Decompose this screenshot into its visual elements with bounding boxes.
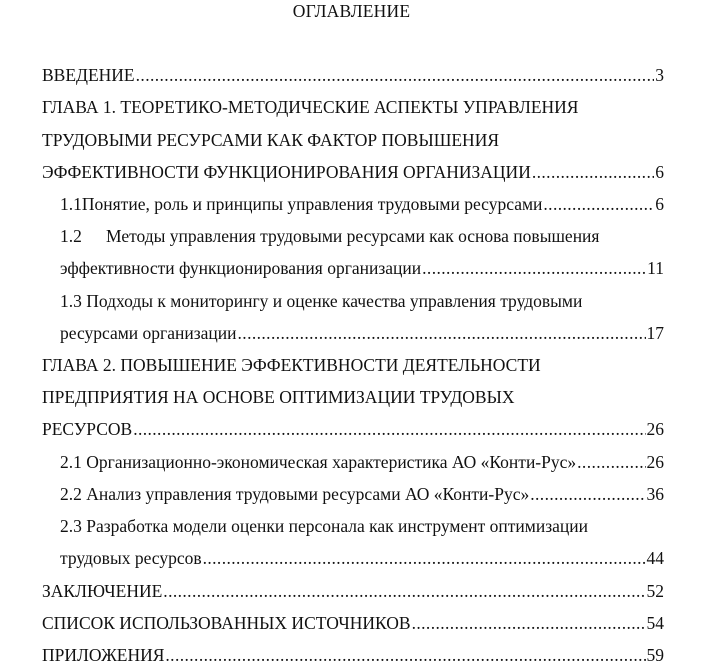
toc-entry-section-1-1[interactable]: [60, 193, 664, 215]
toc-page-number: 52: [646, 581, 664, 601]
toc-page-number: 36: [646, 484, 664, 504]
toc-entry-section-1-3-line1[interactable]: [60, 290, 672, 312]
toc-entry-chapter2-line3[interactable]: [42, 418, 664, 440]
leader-dots: [543, 193, 654, 215]
toc-entry-section-1-2-line1[interactable]: [60, 225, 672, 247]
leader-dots: [532, 161, 654, 183]
toc-page-number: 11: [647, 258, 664, 278]
leader-dots: [422, 257, 646, 279]
toc-entry-section-2-3-line2[interactable]: [60, 547, 664, 569]
leader-dots: [165, 644, 645, 666]
toc-entry-text: ВВЕДЕНИЕ: [42, 65, 135, 85]
section-number: 1.1: [60, 194, 82, 214]
toc-entry-text: ГЛАВА 2. ПОВЫШЕНИЕ ЭФФЕКТИВНОСТИ ДЕЯТЕЛЬНОСТИ: [42, 355, 541, 375]
toc-entry-text: ПРЕДПРИЯТИЯ НА ОСНОВЕ ОПТИМИЗАЦИИ ТРУДОВЫХ: [42, 387, 515, 407]
leader-dots: [136, 64, 655, 86]
toc-entry-text: Методы управления трудовыми ресурсами как основа повышения: [106, 226, 600, 246]
toc-entry-text: ресурсами организации: [60, 323, 237, 343]
toc-entry-text: СПИСОК ИСПОЛЬЗОВАННЫХ ИСТОЧНИКОВ: [42, 613, 411, 633]
toc-entry-sources[interactable]: [42, 612, 664, 634]
toc-entry-section-2-3-line1[interactable]: [60, 515, 672, 537]
toc-page-number: 59: [646, 645, 664, 665]
section-number: 1.2: [60, 226, 82, 246]
toc-entry-chapter2-line1[interactable]: [42, 354, 672, 376]
leader-dots: [133, 418, 645, 440]
toc-page-number: 26: [646, 419, 664, 439]
toc-entry-text: эффективности функционирования организации: [60, 258, 422, 278]
leader-dots: [412, 612, 646, 634]
toc-entry-text: ПРИЛОЖЕНИЯ: [42, 645, 165, 665]
toc-entry-intro[interactable]: [42, 64, 664, 86]
toc-page-number: 17: [646, 323, 664, 343]
toc-entry-text: Понятие, роль и принципы управления трудовыми ресурсами: [81, 194, 543, 214]
toc-entry-text: 2.1 Организационно-экономическая характеристика АО «Конти-Рус»: [60, 452, 577, 472]
toc-page-number: 3: [655, 65, 664, 85]
toc-page-number: 44: [646, 548, 664, 568]
toc-entry-chapter1-line1[interactable]: [42, 96, 672, 118]
leader-dots: [577, 451, 645, 473]
toc-entry-text: 1.3 Подходы к мониторингу и оценке качества управления трудовыми: [60, 291, 583, 311]
toc-entry-section-2-1[interactable]: [60, 451, 664, 473]
toc-entry-section-2-2[interactable]: [60, 483, 664, 505]
toc-page-number: 54: [646, 613, 664, 633]
toc-page-number: 26: [646, 452, 664, 472]
toc-entry-chapter1-line3[interactable]: [42, 161, 664, 183]
toc-page-number: 6: [655, 194, 664, 214]
toc-entry-text: ТРУДОВЫМИ РЕСУРСАМИ КАК ФАКТОР ПОВЫШЕНИЯ: [42, 130, 499, 150]
toc-title: ОГЛАВЛЕНИЕ: [292, 1, 411, 21]
leader-dots: [238, 322, 646, 344]
toc-entry-appendix[interactable]: [42, 644, 664, 666]
leader-dots: [203, 547, 646, 569]
toc-entry-conclusion[interactable]: [42, 580, 664, 602]
toc-entry-chapter1-line2[interactable]: [42, 129, 672, 151]
toc-entry-chapter2-line2[interactable]: [42, 386, 672, 408]
toc-entry-text: 2.3 Разработка модели оценки персонала как инструмент оптимизации: [60, 516, 588, 536]
leader-dots: [163, 580, 645, 602]
toc-entry-text: 2.2 Анализ управления трудовыми ресурсами АО «Конти-Рус»: [60, 484, 530, 504]
toc-entry-text: ЭФФЕКТИВНОСТИ ФУНКЦИОНИРОВАНИЯ ОРГАНИЗАЦИИ: [42, 162, 531, 182]
toc-page-number: 6: [655, 162, 664, 182]
toc-entry-section-1-3-line2[interactable]: [60, 322, 664, 344]
toc-entry-text: ЗАКЛЮЧЕНИЕ: [42, 581, 163, 601]
toc-entry-section-1-2-line2[interactable]: [60, 257, 664, 279]
toc-entry-text: трудовых ресурсов: [60, 548, 202, 568]
leader-dots: [530, 483, 645, 505]
toc-entry-text: РЕСУРСОВ: [42, 419, 133, 439]
toc-entry-text: ГЛАВА 1. ТЕОРЕТИКО-МЕТОДИЧЕСКИЕ АСПЕКТЫ УПРАВЛЕНИЯ: [42, 97, 579, 117]
